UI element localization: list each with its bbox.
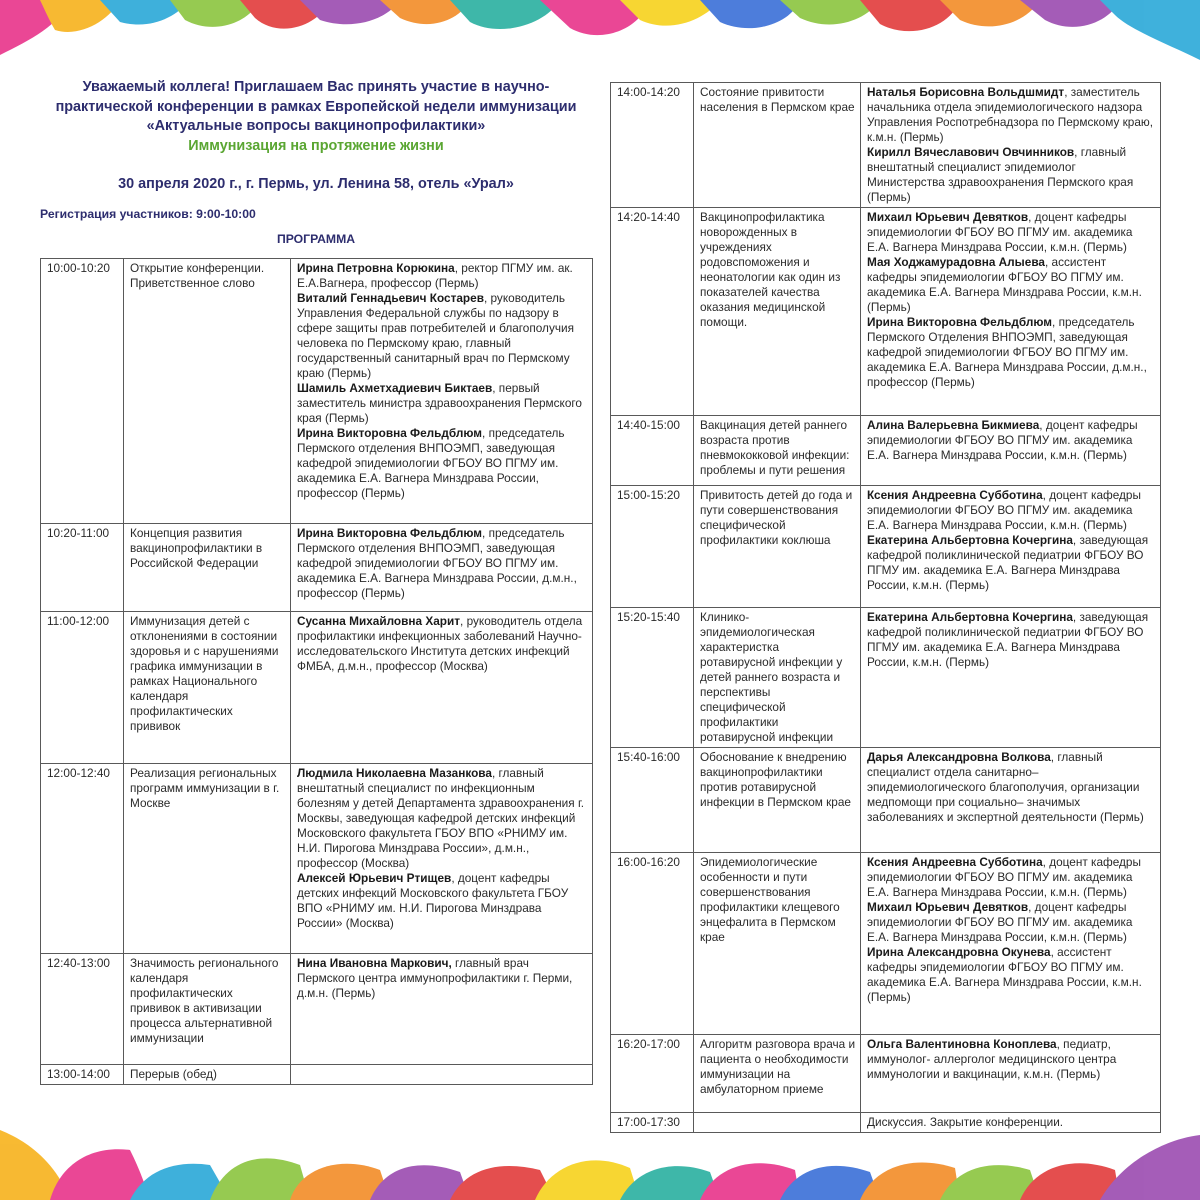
session-topic: Реализация региональных программ иммунизации в г. Москве [124, 764, 291, 954]
speaker-details: , доцент кафедры детских инфекций Московского факультета ГБОУ ВПО «РНИМУ им. Н.И. Пирогова Минздрава России» (Москва) [297, 871, 569, 930]
session-speakers [861, 83, 1161, 208]
session-topic: Обоснование к внедрению вакцинопрофилактики против ротавирусной инфекции в Пермском крае [694, 748, 861, 853]
session-speakers [861, 486, 1161, 608]
speaker-name: Михаил Юрьевич Девятков [867, 900, 1029, 914]
table-row [611, 416, 1161, 486]
session-topic: Эпидемиологические особенности и пути совершенствования профилактики клещевого энцефалита в Пермском крае [694, 853, 861, 1035]
speaker-details: , заведующая кафедрой поликлинической педиатрии ФГБОУ ВО ПГМУ им. академика Е.А. Вагнера Минздрава России, к.м.н. (Пермь) [867, 533, 1149, 592]
table-row [611, 608, 1161, 748]
session-speakers [861, 1113, 1161, 1133]
session-topic: Клинико-эпидемиологическая характеристка ротавирусной инфекции у детей раннего возраста и перспективы специфической профилактики ротавирусной инфекции [694, 608, 861, 748]
session-speakers [291, 524, 593, 612]
session-topic: Перерыв (обед) [124, 1065, 291, 1085]
speaker-name: Дарья Александровна Волкова [867, 750, 1051, 764]
session-topic: Привитость детей до года и пути совершенствования специфической профилактики коклюша [694, 486, 861, 608]
session-time: 15:00-15:20 [611, 486, 694, 608]
speaker-details: , ассистент кафедры эпидемиологии ФГБОУ ВО ПГМУ им. академика Е.А. Вагнера Минздрава России, к.м.н. (Пермь) [867, 255, 1142, 314]
session-time: 14:20-14:40 [611, 208, 694, 416]
session-time: 13:00-14:00 [41, 1065, 124, 1085]
speaker-name: Ирина Викторовна Фельдблюм [867, 315, 1053, 329]
session-time: 16:20-17:00 [611, 1035, 694, 1113]
session-topic: Концепция развития вакцинопрофилактики в Российской Федерации [124, 524, 291, 612]
speaker-details: , заместитель начальника отдела эпидемиологического надзора Управления Роспотребнадзора по Пермскому краю, к.м.н. (Пермь) [867, 85, 1154, 144]
table-row [41, 1065, 593, 1085]
speaker-details: , председатель Пермского Отделения ВНПОЭМП, заведующая кафедрой эпидемиологии ФГБОУ ВО ПГМУ им. академика Е.А. Вагнера Минздрава России, д.м.н., профессор (Пермь) [867, 315, 1147, 389]
program-table-left [40, 258, 593, 1085]
speaker-name: Ирина Александровна Окунева [867, 945, 1051, 959]
speaker-name: Шамиль Ахметхадиевич Биктаев [297, 381, 493, 395]
session-speakers [861, 853, 1161, 1035]
speaker-name: Ольга Валентиновна Коноплева [867, 1037, 1057, 1051]
date-location: 30 апреля 2020 г., г. Пермь, ул. Ленина 58, отель «Урал» [118, 176, 514, 192]
speaker-name: Михаил Юрьевич Девятков [867, 210, 1029, 224]
session-time: 14:00-14:20 [611, 83, 694, 208]
table-row [41, 259, 593, 524]
speaker-name: Виталий Геннадьевич Костарев [297, 291, 484, 305]
speaker-name: Ирина Викторовна Фельдблюм [297, 526, 483, 540]
speaker-name: Алина Валерьевна Бикмиева [867, 418, 1040, 432]
session-speakers [291, 612, 593, 764]
session-time: 12:40-13:00 [41, 954, 124, 1065]
session-speakers [861, 208, 1161, 416]
session-time: 10:20-11:00 [41, 524, 124, 612]
program-table-right [610, 82, 1161, 1133]
speaker-details: , доцент кафедры эпидемиологии ФГБОУ ВО ПГМУ им. академика Е.А. Вагнера Минздрава России, к.м.н. (Пермь) [867, 855, 1141, 899]
invitation-line-2: практической конференции в рамках Европейской недели иммунизации [55, 98, 577, 115]
session-topic: Состояние привитости населения в Пермском крае [694, 83, 861, 208]
speaker-details: , доцент кафедры эпидемиологии ФГБОУ ВО ПГМУ им. академика Е.А. Вагнера Минздрава России, к.м.н. (Пермь) [867, 418, 1138, 462]
session-time: 10:00-10:20 [41, 259, 124, 524]
session-speakers [291, 954, 593, 1065]
session-time: 12:00-12:40 [41, 764, 124, 954]
session-time: 15:40-16:00 [611, 748, 694, 853]
session-time: 14:40-15:00 [611, 416, 694, 486]
speaker-name: Ирина Петровна Корюкина [297, 261, 455, 275]
table-row [41, 764, 593, 954]
table-row [611, 853, 1161, 1035]
speaker-details: , главный внештатный специалист по инфекционным болезням у детей Департамента здравоохранения г. Москвы, заведующая кафедрой детских инфекций Московского факультета ГБОУ ВПО «РНИМУ им. Н.И. Пирогова Минздрава России», д.м.н., профессор (Москва) [297, 766, 585, 870]
table-row [41, 612, 593, 764]
table-row [611, 486, 1161, 608]
table-row [611, 748, 1161, 853]
session-time: 15:20-15:40 [611, 608, 694, 748]
registration-time: Регистрация участников: 9:00-10:00 [40, 207, 256, 221]
session-speakers [861, 1035, 1161, 1113]
table-row [41, 524, 593, 612]
table-row [611, 83, 1161, 208]
speaker-details: главный врач Пермского центра иммунопрофилактики г. Перми, д.м.н. (Пермь) [297, 956, 573, 1000]
speaker-details: , первый заместитель министра здравоохранения Пермского края (Пермь) [297, 381, 582, 425]
session-speakers [291, 1065, 593, 1085]
speaker-details: , заведующая кафедрой поликлинической педиатрии ФГБОУ ВО ПГМУ им. академика Е.А. Вагнера Минздрава России, к.м.н. (Пермь) [867, 610, 1149, 669]
speaker-name: Екатерина Альбертовна Кочергина [867, 533, 1073, 547]
speaker-details: , председатель Пермского отделения ВНПОЭМП, заведующая кафедрой эпидемиологии ФГБОУ ВО ПГМУ им. академика Е.А. Вагнера Минздрава России, профессор (Пермь) [297, 426, 565, 500]
speaker-details: , доцент кафедры эпидемиологии ФГБОУ ВО ПГМУ им. академика Е.А. Вагнера Минздрава России, к.м.н. (Пермь) [867, 210, 1133, 254]
speaker-details: , доцент кафедры эпидемиологии ФГБОУ ВО ПГМУ им. академика Е.А. Вагнера Минздрава России, к.м.н. (Пермь) [867, 900, 1133, 944]
speaker-details: , педиатр, иммунолог- аллерголог медицинского центра иммунологии и вакцинации, к.м.н. (Пермь) [867, 1037, 1117, 1081]
speaker-name: Кирилл Вячеславович Овчинников [867, 145, 1075, 159]
speaker-name: Ксения Андреевна Субботина [867, 488, 1043, 502]
table-row [611, 1113, 1161, 1133]
session-topic [694, 1113, 861, 1133]
session-topic: Значимость регионального календаря профилактических прививок в активизации процесса альтернативной иммунизации [124, 954, 291, 1065]
session-speakers [291, 764, 593, 954]
session-speakers [861, 748, 1161, 853]
session-time: 16:00-16:20 [611, 853, 694, 1035]
speaker-details: , руководитель отдела профилактики инфекционных заболеваний Научно-исследовательского Института детских инфекций ФМБА, д.м.н., профессор (Москва) [297, 614, 583, 673]
speaker-name: Мая Ходжамурадовна Алыева [867, 255, 1045, 269]
session-time: 17:00-17:30 [611, 1113, 694, 1133]
speaker-name: Людмила Николаевна Мазанкова [297, 766, 492, 780]
speaker-details: , ректор ПГМУ им. ак. Е.А.Вагнера, профессор (Пермь) [297, 261, 573, 290]
speaker-name: Наталья Борисовна Вольдшмидт [867, 85, 1065, 99]
speaker-name: Сусанна Михайловна Харит [297, 614, 461, 628]
speaker-details: , доцент кафедры эпидемиологии ФГБОУ ВО ПГМУ им. академика Е.А. Вагнера Минздрава России, к.м.н. (Пермь) [867, 488, 1141, 532]
conference-title: «Актуальные вопросы вакцинопрофилактики» [146, 118, 486, 134]
speaker-name: Алексей Юрьевич Ртищев [297, 871, 452, 885]
speaker-details: , руководитель Управления Федеральной службы по надзору в сфере защиты прав потребителей и благополучия человека по Пермскому краю, главный государственный санитарный врач по Пермскому краю (Пермь) [297, 291, 574, 380]
speaker-name: Ксения Андреевна Субботина [867, 855, 1043, 869]
closing-note: Дискуссия. Закрытие конференции. [867, 1115, 1064, 1129]
table-row [611, 208, 1161, 416]
speaker-name: Ирина Викторовна Фельдблюм [297, 426, 483, 440]
session-time: 11:00-12:00 [41, 612, 124, 764]
program-heading: ПРОГРАММА [276, 232, 356, 246]
session-speakers [291, 259, 593, 524]
speaker-name: Екатерина Альбертовна Кочергина [867, 610, 1073, 624]
session-topic: Алгоритм разговора врача и пациента о необходимости иммунизации на амбулаторном приеме [694, 1035, 861, 1113]
session-speakers [861, 608, 1161, 748]
table-row [611, 1035, 1161, 1113]
speaker-details: , главный специалист отдела санитарно– эпидемиологического благополучия, организации медпомощи при социально– значимых заболеваниях и экспертной деятельности (Пермь) [867, 750, 1144, 824]
conference-subtitle: Иммунизация на протяжение жизни [188, 137, 444, 154]
speaker-details: , председатель Пермского отделения ВНПОЭМП, заведующая кафедрой эпидемиологии ФГБОУ ВО ПГМУ им. академика Е.А. Вагнера Минздрава России, д.м.н., профессор (Пермь) [297, 526, 577, 600]
speaker-details: , ассистент кафедры эпидемиологии ФГБОУ ВО ПГМУ им. академика Е.А. Вагнера Минздрава России, к.м.н. (Пермь) [867, 945, 1142, 1004]
speaker-details: , главный внештатный специалист эпидемиолог Министерства здравоохранения Пермского края (Пермь) [867, 145, 1134, 204]
invitation-line-1: Уважаемый коллега! Приглашаем Вас принять участие в научно- [82, 79, 550, 95]
speaker-name: Нина Ивановна Маркович, [297, 956, 452, 970]
session-topic: Иммунизация детей с отклонениями в состоянии здоровья и с нарушениями графика иммунизации в рамках Национального календаря профилактических прививок [124, 612, 291, 764]
table-row [41, 954, 593, 1065]
session-topic: Вакцинация детей раннего возраста против пневмококковой инфекции: проблемы и пути решения [694, 416, 861, 486]
invitation-block [40, 78, 592, 156]
session-speakers [861, 416, 1161, 486]
session-topic: Открытие конференции. Приветственное слово [124, 259, 291, 524]
session-topic: Вакцинопрофилактика новорожденных в учреждениях родовспоможения и неонатологии как один из показателей качества оказания медицинской помощи. [694, 208, 861, 416]
